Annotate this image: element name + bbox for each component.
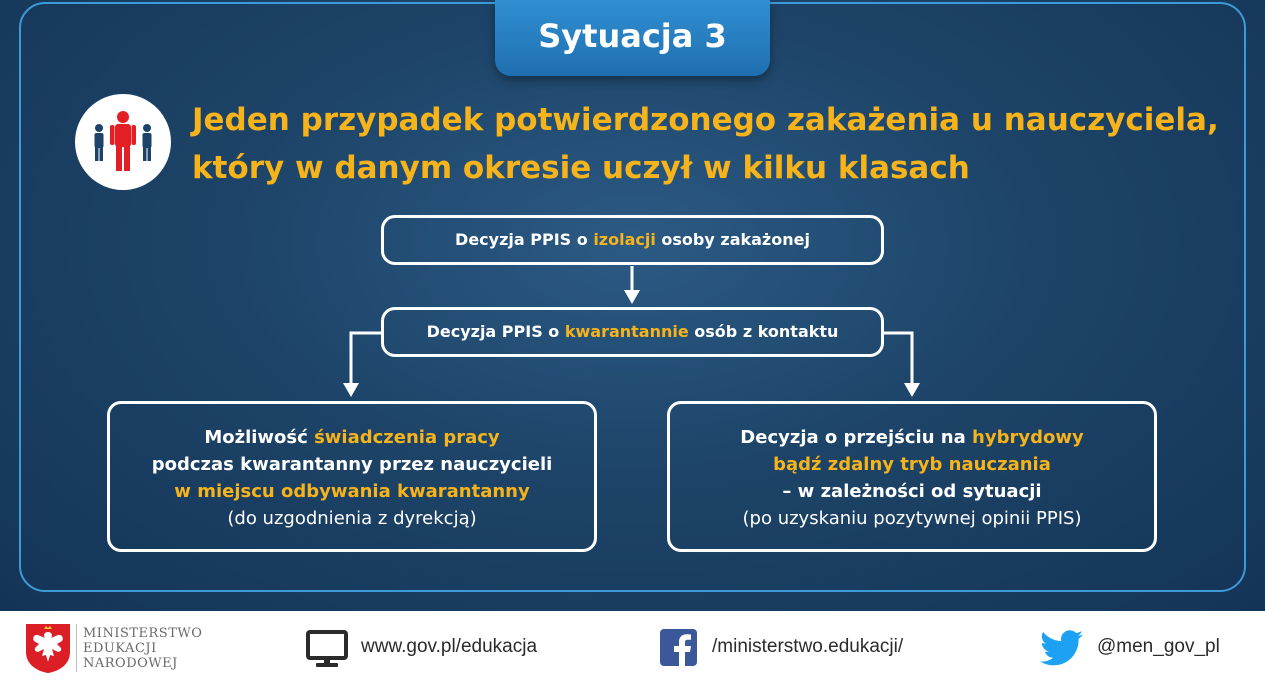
monitor-icon	[306, 630, 348, 668]
teaching-mode-note: (po uzyskaniu pozytywnej opinii PPIS)	[742, 508, 1082, 529]
footer-divider	[76, 624, 77, 672]
twitter-handle[interactable]: @men_gov_pl	[1097, 636, 1220, 657]
ministry-line-3: NARODOWEJ	[83, 656, 178, 671]
title-tab: Sytuacja 3	[495, 0, 770, 76]
teaching-mode-line-3: – w zależności od sytuacji	[782, 481, 1042, 502]
ministry-name	[83, 626, 202, 671]
isolation-prefix: Decyzja PPIS o	[455, 230, 594, 249]
remote-work-highlight: świadczenia pracy	[314, 427, 500, 448]
quarantine-suffix: osób z kontaktu	[688, 322, 839, 341]
ministry-line-1: MINISTERSTWO	[83, 626, 203, 641]
teaching-mode-highlight: hybrydowy	[972, 427, 1084, 448]
facebook-link[interactable]: /ministerstwo.edukacji/	[712, 636, 904, 657]
arrow-down-icon	[624, 290, 640, 304]
quarantine-decision-box	[381, 307, 884, 357]
remote-work-box	[107, 401, 597, 552]
remote-work-line-2: podczas kwarantanny przez nauczycieli	[151, 454, 553, 475]
teaching-mode-line-1	[670, 424, 1154, 451]
isolation-highlight: izolacji	[593, 230, 656, 249]
isolation-suffix: osoby zakażonej	[655, 230, 810, 249]
teaching-mode-prefix: Decyzja o przejściu na	[740, 427, 973, 448]
teaching-mode-box	[667, 401, 1157, 552]
arrow-down-icon	[904, 383, 920, 397]
eagle-emblem-icon	[24, 622, 72, 674]
ministry-line-2: EDUKACJI	[83, 641, 157, 656]
teaching-mode-line-2: bądź zdalny tryb nauczania	[773, 454, 1051, 475]
arrow-down-icon	[343, 383, 359, 397]
twitter-icon	[1040, 630, 1084, 666]
headline-line-1: Jeden przypadek potwierdzonego zakażenia u nauczyciela,	[192, 102, 1219, 138]
remote-work-line-1	[110, 424, 594, 451]
remote-work-line-3: w miejscu odbywania kwarantanny	[174, 481, 530, 502]
facebook-icon	[660, 629, 697, 666]
isolation-decision-box	[381, 215, 884, 265]
remote-work-note: (do uzgodnienia z dyrekcją)	[227, 508, 477, 529]
headline-line-2: który w danym okresie uczył w kilku klasach	[192, 150, 970, 186]
quarantine-prefix: Decyzja PPIS o	[426, 322, 565, 341]
quarantine-highlight: kwarantannie	[564, 322, 689, 341]
remote-work-prefix: Możliwość	[204, 427, 315, 448]
website-link[interactable]: www.gov.pl/edukacja	[361, 636, 538, 657]
